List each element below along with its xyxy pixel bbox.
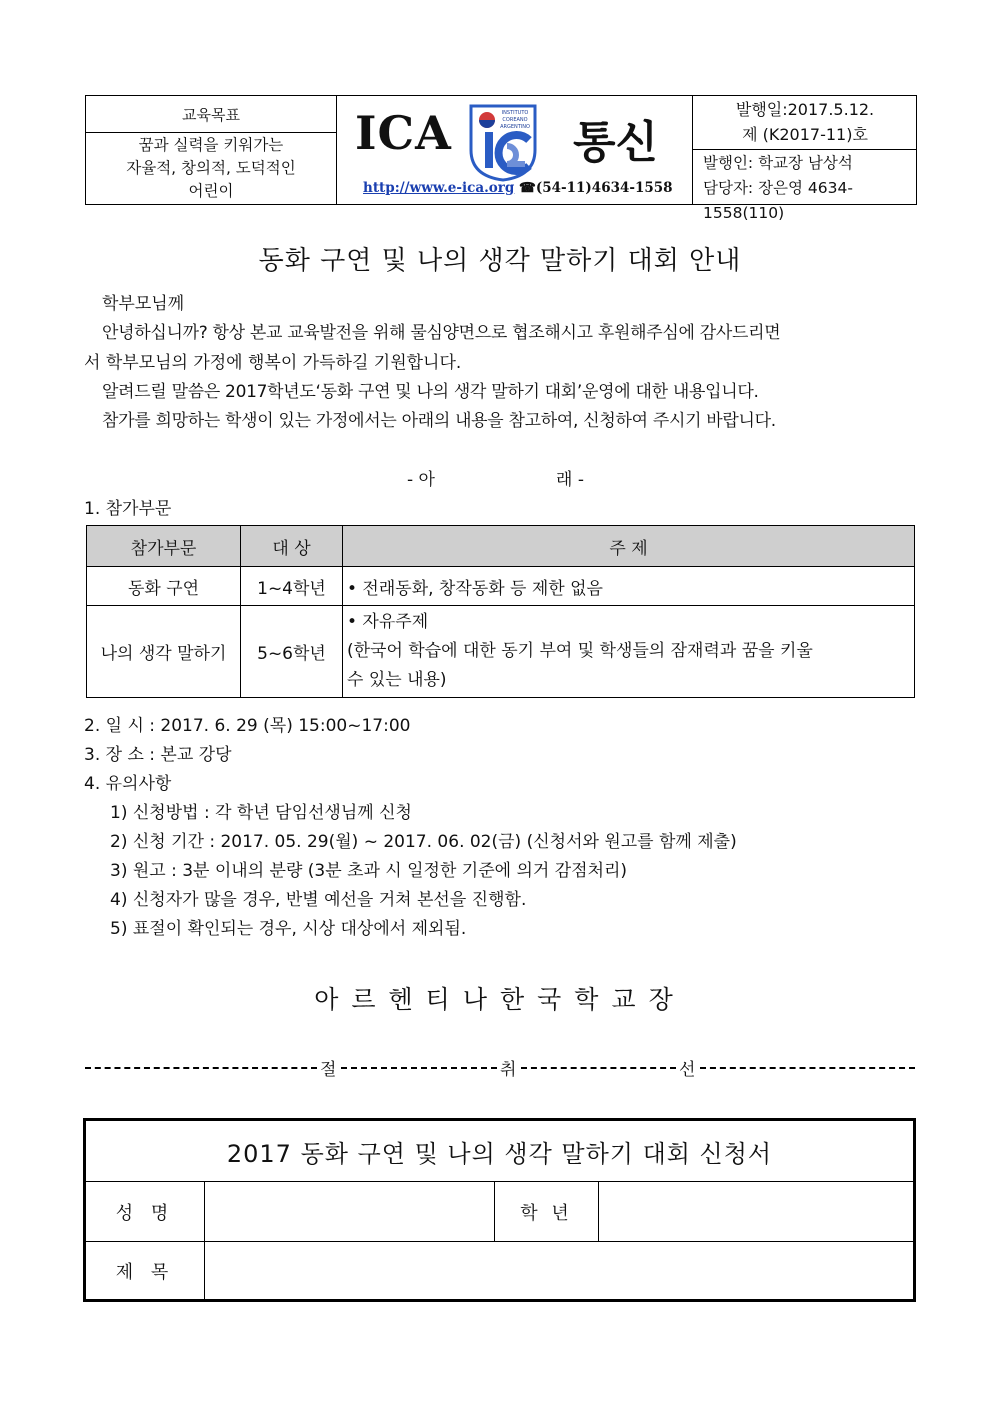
note-item: 4) 신청자가 많을 경우, 반별 예선을 거쳐 본선을 진행함. xyxy=(110,890,527,910)
name-field[interactable] xyxy=(205,1182,494,1241)
education-goal-box xyxy=(86,96,337,204)
target-cell: 1~4학년 xyxy=(241,567,343,606)
note-item: 3) 원고 : 3분 이내의 분량 (3분 초과 시 일정한 기준에 의거 감점처리) xyxy=(110,861,628,881)
logo-text-line: COREANO xyxy=(502,117,528,123)
issue-date: 발행일:2017.5.12. xyxy=(735,100,875,119)
info-item: 3. 장 소 : 본교 강당 xyxy=(84,745,232,765)
cut-line-label: 취 xyxy=(500,1060,517,1080)
issue-info-box xyxy=(692,96,917,222)
info-item: 2. 일 시 : 2017. 6. 29 (목) 15:00~17:00 xyxy=(84,716,411,736)
issue-info xyxy=(693,96,917,150)
contact-line xyxy=(363,180,673,196)
table-row xyxy=(87,606,915,698)
cut-line-label: 절 xyxy=(320,1060,337,1080)
below-marker-left: - 아 xyxy=(407,470,435,490)
grade-field[interactable] xyxy=(599,1182,913,1241)
topic-cell xyxy=(343,606,915,698)
info-item: 4. 유의사항 xyxy=(84,774,172,794)
below-marker-right: 래 - xyxy=(556,470,584,490)
publisher: 발행인: 학교장 남상석 xyxy=(703,154,853,172)
greeting: 학부모님께 xyxy=(102,294,185,314)
table-header: 주 제 xyxy=(343,526,915,567)
paragraph-line: 알려드릴 말씀은 2017학년도‘동화 구연 및 나의 생각 말하기 대회’운영에 대한 내용입니다. xyxy=(102,382,759,402)
note-item: 2) 신청 기간 : 2017. 05. 29(월) ~ 2017. 06. 02(금) (신청서와 원고를 함께 제출) xyxy=(110,832,737,852)
document-title: 동화 구연 및 나의 생각 말하기 대회 안내 xyxy=(258,246,742,276)
goal-text xyxy=(86,133,336,204)
section-heading: 1. 참가부문 xyxy=(84,499,172,519)
table-header: 대 상 xyxy=(241,526,343,567)
paragraph-line: 안녕하십니까? 항상 본교 교육발전을 위해 물심양면으로 협조해시고 후원해주심에 감사드리면 xyxy=(102,323,781,343)
note-item: 1) 신청방법 : 각 학년 담임선생님께 신청 xyxy=(110,803,412,823)
table-row xyxy=(87,567,915,606)
division-table xyxy=(86,525,915,698)
goal-line: 어린이 xyxy=(188,182,234,200)
cut-line-label: 선 xyxy=(679,1060,696,1080)
issue-number: 제 (K2017-11)호 xyxy=(742,125,868,144)
contact-person: 담당자: 장은영 4634-1558(110) xyxy=(703,179,853,222)
target-cell: 5~6학년 xyxy=(241,606,343,698)
school-website-link[interactable]: http://www.e-ica.org xyxy=(363,180,515,196)
application-form xyxy=(83,1118,916,1302)
publisher-info xyxy=(703,151,917,226)
school-principal-signature: 아르헨티나한국학교장 xyxy=(314,985,686,1014)
logo-text-line: ARGENTINO xyxy=(500,124,530,130)
division-cell: 동화 구연 xyxy=(87,567,241,606)
cut-line xyxy=(85,1055,915,1079)
topic-line: • 전래동화, 창작동화 등 제한 없음 xyxy=(347,578,603,599)
goal-line: 꿈과 실력을 키워가는 xyxy=(138,136,284,154)
division-cell: 나의 생각 말하기 xyxy=(87,606,241,698)
brand-box xyxy=(337,96,692,204)
logo-text-line: INSTITUTO xyxy=(501,110,529,116)
school-phone: ☎(54-11)4634-1558 xyxy=(519,180,673,196)
paragraph-line: 참가를 희망하는 학생이 있는 가정에서는 아래의 내용을 참고하여, 신청하여 주시기 바랍니다. xyxy=(102,411,776,431)
topic-line: • 자유주제 xyxy=(347,612,429,632)
brand-tongsin: 통신 xyxy=(573,117,659,168)
newsletter-header xyxy=(85,95,917,222)
goal-heading: 교육목표 xyxy=(86,96,336,133)
brand-ica: ICA xyxy=(355,106,452,160)
subject-field[interactable] xyxy=(205,1242,913,1299)
subject-label: 제 목 xyxy=(115,1261,175,1283)
school-logo-icon xyxy=(467,102,539,182)
paragraph-line: 서 학부모님의 가정에 행복이 가득하길 기원합니다. xyxy=(84,353,462,373)
grade-label: 학 년 xyxy=(520,1202,573,1224)
name-label: 성 명 xyxy=(115,1202,175,1224)
topic-line: 수 있는 내용) xyxy=(347,670,447,690)
table-header: 참가부문 xyxy=(87,526,241,567)
topic-line: (한국어 학습에 대한 동기 부여 및 학생들의 잠재력과 꿈을 키울 xyxy=(347,641,813,661)
form-title: 2017 동화 구연 및 나의 생각 말하기 대회 신청서 xyxy=(86,1121,913,1182)
table-header-row xyxy=(87,526,915,567)
goal-line: 자율적, 창의적, 도덕적인 xyxy=(126,159,296,177)
note-item: 5) 표절이 확인되는 경우, 시상 대상에서 제외됨. xyxy=(110,919,467,939)
topic-cell xyxy=(343,567,915,606)
